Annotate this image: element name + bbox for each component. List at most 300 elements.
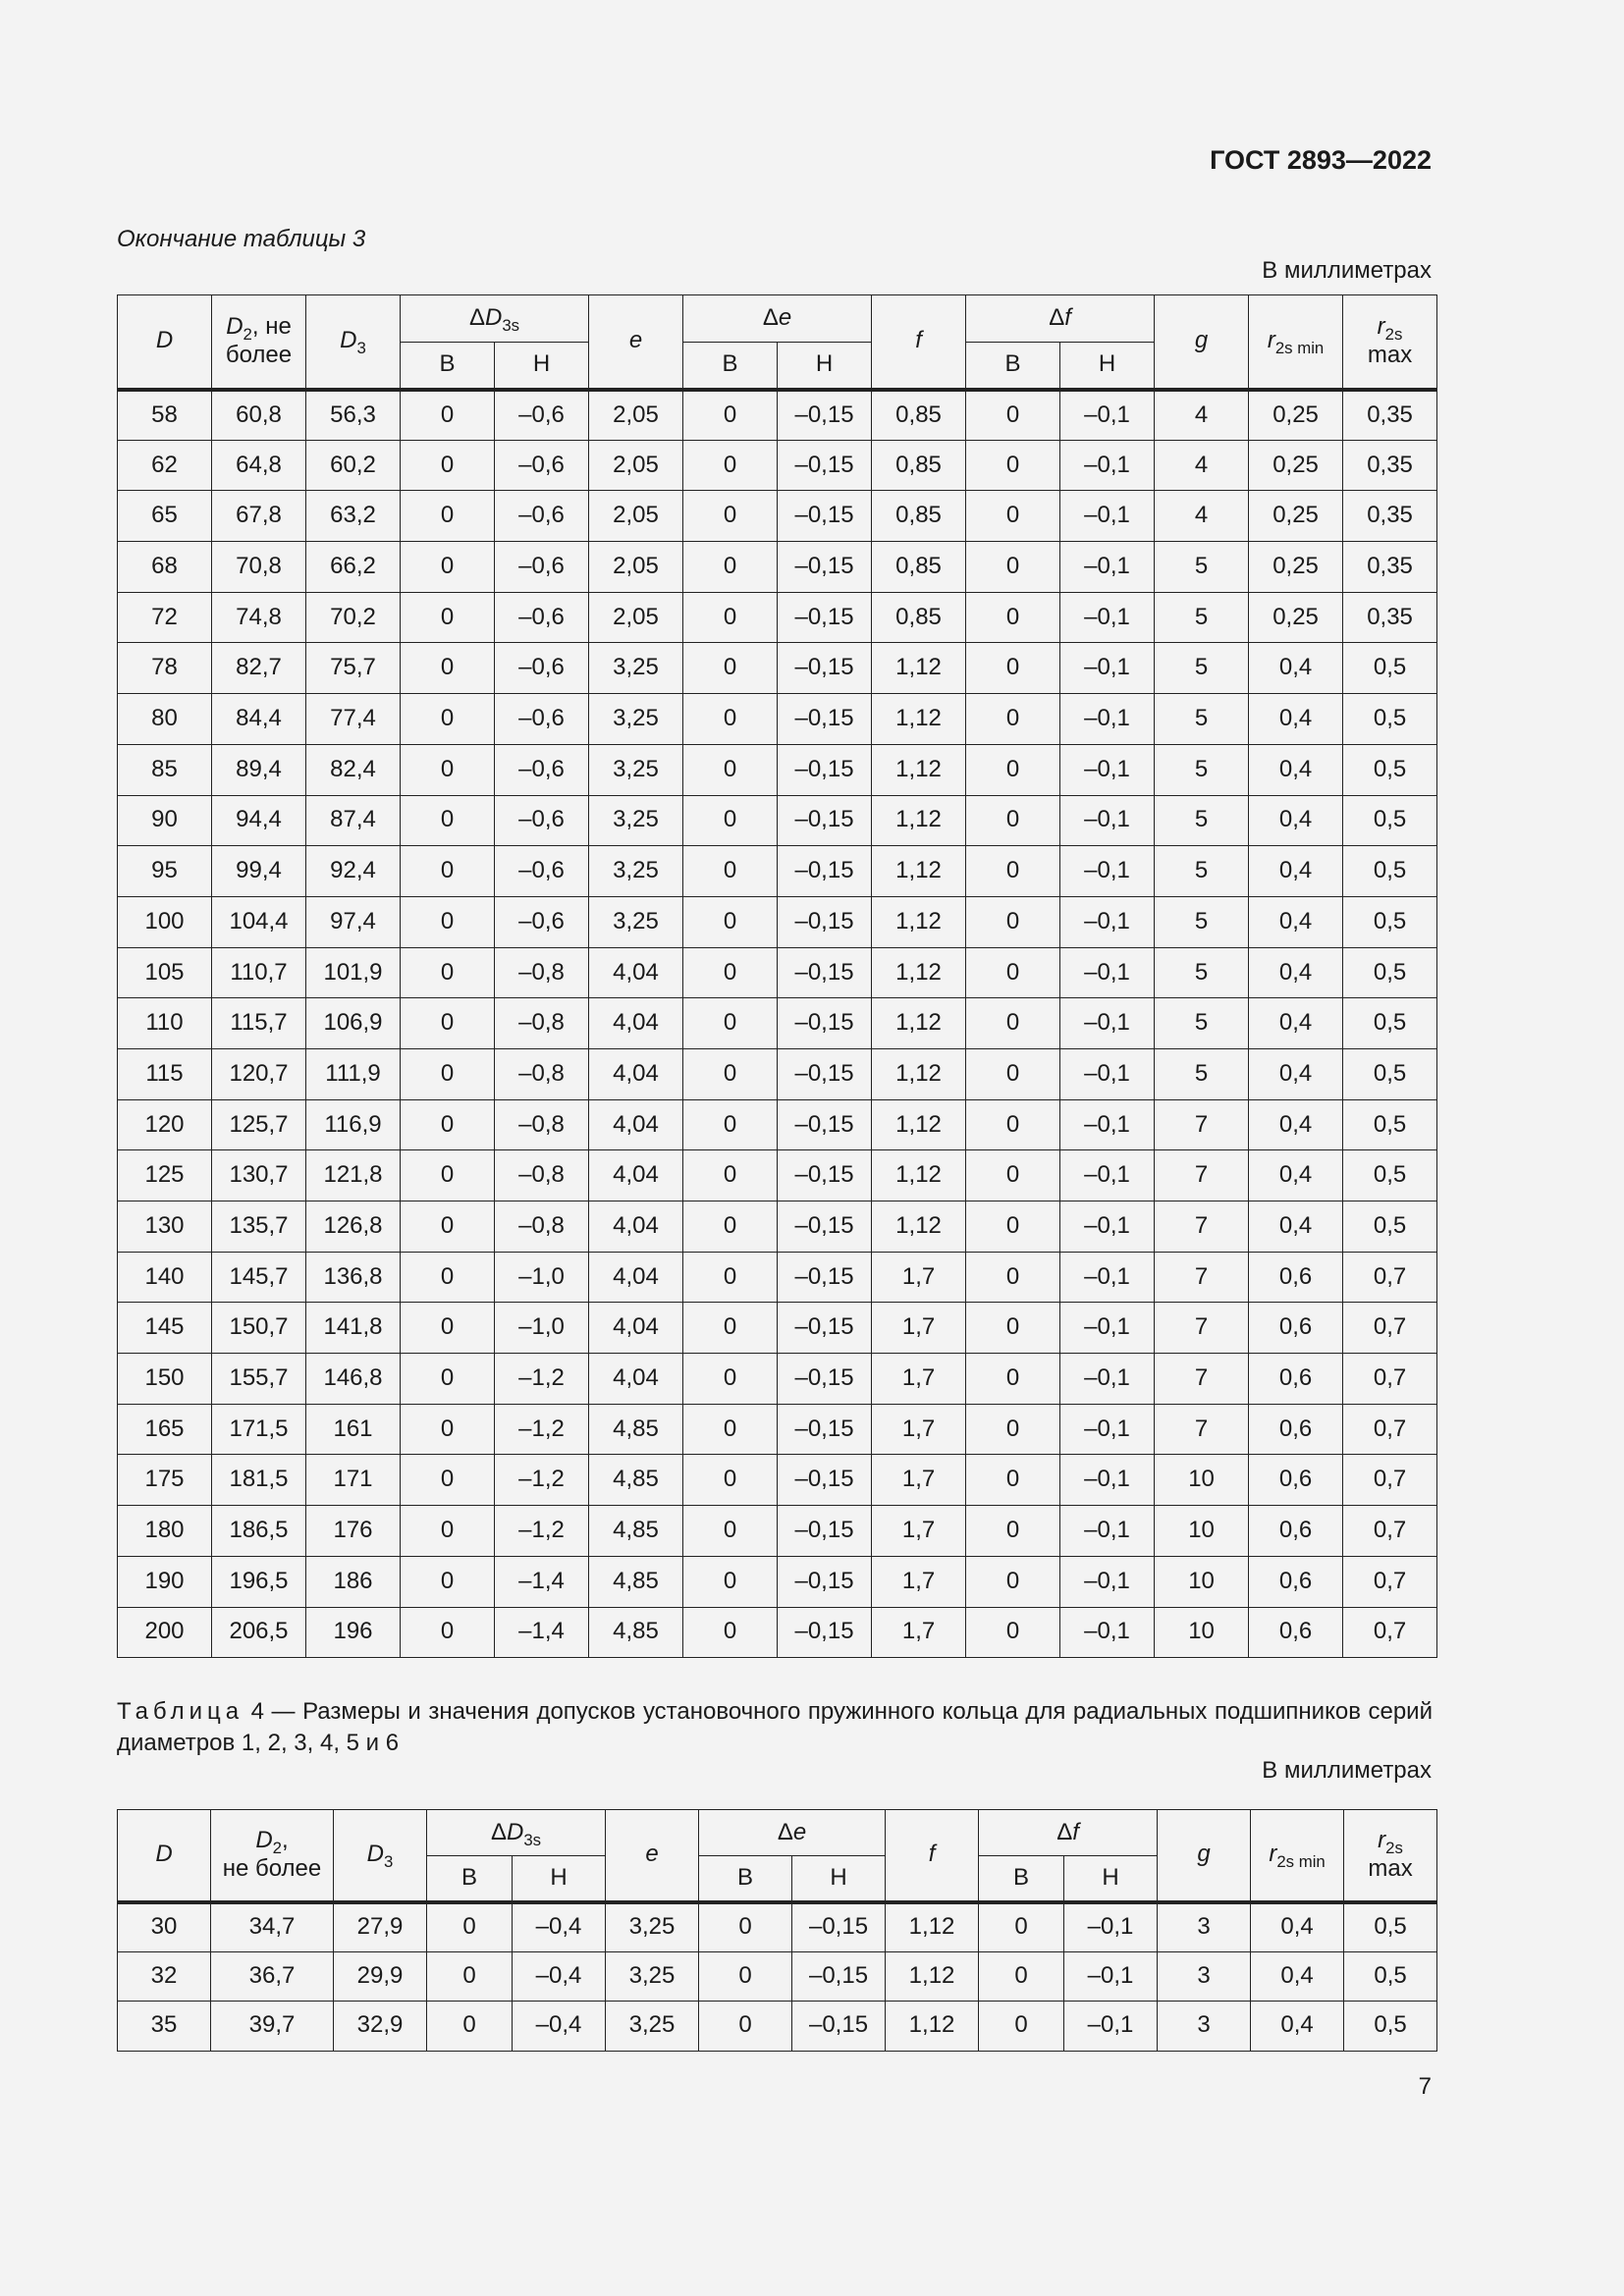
table-cell: –0,15 (778, 947, 872, 998)
table-cell: 0 (683, 1099, 778, 1150)
table-cell: 32,9 (334, 2002, 427, 2052)
table-cell: 0,5 (1343, 795, 1437, 846)
table-cell: –0,1 (1060, 592, 1155, 643)
table-cell: 130 (118, 1201, 212, 1253)
col-header-f: f (872, 295, 966, 390)
table-row (118, 1455, 1437, 1506)
table-row (118, 1099, 1437, 1150)
table-cell: 0 (966, 1556, 1060, 1607)
table-cell: 190 (118, 1556, 212, 1607)
table-cell: 136,8 (306, 1252, 401, 1303)
table-cell: 4 (1155, 390, 1249, 441)
table-row (118, 1303, 1437, 1354)
table-cell: –0,1 (1060, 1150, 1155, 1201)
table-row (118, 491, 1437, 542)
table-cell: 2,05 (589, 440, 683, 491)
table-cell: 0,7 (1343, 1354, 1437, 1405)
table-cell: –0,1 (1060, 1201, 1155, 1253)
table-cell: –0,6 (495, 694, 589, 745)
table-cell: 4,85 (589, 1455, 683, 1506)
table-cell: 0,4 (1249, 998, 1343, 1049)
table-cell: 0 (966, 998, 1060, 1049)
table-cell: 7 (1155, 1150, 1249, 1201)
subheader-lower: Н (778, 343, 872, 390)
col-header-D3: $D_3$ (334, 1810, 427, 1902)
table-cell: 0,6 (1249, 1556, 1343, 1607)
table-cell: 1,12 (872, 846, 966, 897)
table-row (118, 1607, 1437, 1658)
table-row (118, 1404, 1437, 1455)
table-cell: 115 (118, 1048, 212, 1099)
table-cell: –0,1 (1060, 947, 1155, 998)
table-cell: 0,6 (1249, 1252, 1343, 1303)
subheader-lower: Н (792, 1856, 886, 1902)
table-cell: –0,1 (1060, 1404, 1155, 1455)
table-cell: 5 (1155, 846, 1249, 897)
table-cell: 0,4 (1251, 1951, 1344, 2002)
table-cell: 0 (683, 947, 778, 998)
table-cell: –0,6 (495, 440, 589, 491)
table-cell: 0 (966, 694, 1060, 745)
table-cell: 116,9 (306, 1099, 401, 1150)
table-cell: 175 (118, 1455, 212, 1506)
table-cell: 3,25 (589, 795, 683, 846)
table-cell: –0,15 (778, 1201, 872, 1253)
table-cell: 0 (401, 1556, 495, 1607)
table-cell: –0,1 (1064, 2002, 1158, 2052)
subheader-upper: В (979, 1856, 1064, 1902)
table-cell: 0,7 (1343, 1404, 1437, 1455)
table-cell: –0,8 (495, 1201, 589, 1253)
table-cell: 4,85 (589, 1556, 683, 1607)
table-cell: 5 (1155, 896, 1249, 947)
table-cell: 4,04 (589, 1048, 683, 1099)
table-cell: 3,25 (589, 694, 683, 745)
table-cell: –0,1 (1060, 1354, 1155, 1405)
table-cell: –0,15 (778, 1252, 872, 1303)
table-cell: –0,15 (778, 1556, 872, 1607)
table-cell: –0,6 (495, 896, 589, 947)
table-cell: 0,4 (1249, 947, 1343, 998)
table-row (118, 744, 1437, 795)
table-row (118, 846, 1437, 897)
table-cell: 0,4 (1249, 896, 1343, 947)
table-cell: 0,85 (872, 440, 966, 491)
table-cell: 58 (118, 390, 212, 441)
table-cell: 2,05 (589, 592, 683, 643)
table-cell: 0,4 (1249, 795, 1343, 846)
table-cell: 27,9 (334, 1902, 427, 1952)
table-cell: 0 (683, 795, 778, 846)
subheader-upper: В (427, 1856, 513, 1902)
table-cell: –0,1 (1060, 744, 1155, 795)
table-cell: 0 (683, 896, 778, 947)
table-cell: 63,2 (306, 491, 401, 542)
table-cell: 82,7 (212, 643, 306, 694)
table-cell: 171,5 (212, 1404, 306, 1455)
table-cell: 29,9 (334, 1951, 427, 2002)
table-cell: 0 (683, 643, 778, 694)
table-cell: 3,25 (589, 896, 683, 947)
table-cell: 186 (306, 1556, 401, 1607)
col-header-D2: $D_2$, не более (212, 295, 306, 390)
table-cell: 0,5 (1343, 846, 1437, 897)
table-cell: 0,7 (1343, 1607, 1437, 1658)
table-cell: 60,8 (212, 390, 306, 441)
table-cell: 100 (118, 896, 212, 947)
table-cell: 0,5 (1344, 1902, 1437, 1952)
table-cell: 0 (699, 1902, 792, 1952)
table-cell: 2,05 (589, 491, 683, 542)
col-header-D: D (118, 295, 212, 390)
table-cell: –0,15 (792, 1902, 886, 1952)
table-cell: 0,7 (1343, 1303, 1437, 1354)
table-cell: –0,15 (778, 1607, 872, 1658)
table-cell: –0,6 (495, 744, 589, 795)
table-cell: –0,6 (495, 643, 589, 694)
table-cell: 0 (401, 643, 495, 694)
table-cell: –0,4 (513, 1951, 606, 2002)
table-cell: 75,7 (306, 643, 401, 694)
table-cell: –0,6 (495, 592, 589, 643)
table-cell: 1,12 (872, 998, 966, 1049)
col-header-D2: $D_2$, не более (211, 1810, 334, 1902)
table-cell: 4,85 (589, 1506, 683, 1557)
table-cell: 180 (118, 1506, 212, 1557)
table-row (118, 896, 1437, 947)
table-cell: 0 (683, 592, 778, 643)
table-cell: 115,7 (212, 998, 306, 1049)
table-cell: –1,4 (495, 1607, 589, 1658)
table-cell: –0,1 (1060, 896, 1155, 947)
table-cell: 0,35 (1343, 390, 1437, 441)
table-cell: 0 (966, 592, 1060, 643)
table-cell: 0 (966, 491, 1060, 542)
table-cell: 0 (966, 1099, 1060, 1150)
table-cell: 3 (1158, 1951, 1251, 2002)
table-cell: 120 (118, 1099, 212, 1150)
table-cell: –0,8 (495, 998, 589, 1049)
table-cell: 72 (118, 592, 212, 643)
table-cell: 1,7 (872, 1607, 966, 1658)
table-cell: 0 (966, 896, 1060, 947)
table-cell: 0 (966, 795, 1060, 846)
table-cell: –0,15 (792, 1951, 886, 2002)
table-cell: 90 (118, 795, 212, 846)
table-cell: 0 (683, 1556, 778, 1607)
table-cell: –0,1 (1060, 440, 1155, 491)
table-cell: 7 (1155, 1201, 1249, 1253)
table-cell: –0,1 (1060, 1048, 1155, 1099)
table-cell: –0,1 (1064, 1902, 1158, 1952)
table-cell: 5 (1155, 795, 1249, 846)
table-cell: 4,04 (589, 998, 683, 1049)
table-cell: 0,35 (1343, 491, 1437, 542)
col-header-f: f (886, 1810, 979, 1902)
col-header-delta-D3s: $\Delta D_{3s}$ (427, 1810, 606, 1856)
table-cell: –0,15 (778, 744, 872, 795)
table-cell: 4,04 (589, 1201, 683, 1253)
table-row (118, 947, 1437, 998)
table-cell: 0,7 (1343, 1506, 1437, 1557)
table-cell: 0 (683, 440, 778, 491)
table-cell: –0,1 (1060, 1455, 1155, 1506)
table-cell: 104,4 (212, 896, 306, 947)
table-cell: 0 (683, 998, 778, 1049)
table-cell: 0,6 (1249, 1506, 1343, 1557)
table-cell: 0,5 (1343, 896, 1437, 947)
table3-continuation-title: Окончание таблицы 3 (117, 226, 366, 252)
table-cell: 0 (699, 2002, 792, 2052)
table-cell: 5 (1155, 643, 1249, 694)
table-cell: –1,2 (495, 1506, 589, 1557)
table-cell: 0 (966, 440, 1060, 491)
table-cell: 0 (401, 896, 495, 947)
table-cell: 0 (966, 1404, 1060, 1455)
table-cell: 82,4 (306, 744, 401, 795)
table-cell: 0,5 (1343, 1201, 1437, 1253)
col-header-r2s-min: $r_{2s min}$ (1249, 295, 1343, 390)
table-cell: 39,7 (211, 2002, 334, 2052)
table-cell: 0 (683, 1150, 778, 1201)
table-cell: 3,25 (589, 846, 683, 897)
table-cell: 85 (118, 744, 212, 795)
table-cell: 0 (401, 1404, 495, 1455)
table-cell: 0 (966, 1354, 1060, 1405)
table-cell: 121,8 (306, 1150, 401, 1201)
table-cell: 4,85 (589, 1404, 683, 1455)
table-cell: 1,12 (872, 947, 966, 998)
table-cell: 0 (401, 744, 495, 795)
table-cell: 1,7 (872, 1354, 966, 1405)
table-cell: 0,5 (1343, 694, 1437, 745)
subheader-upper: В (966, 343, 1060, 390)
table-cell: 1,12 (872, 643, 966, 694)
table-cell: 150 (118, 1354, 212, 1405)
table-cell: 3,25 (606, 1902, 699, 1952)
table-cell: 0,85 (872, 592, 966, 643)
table-cell: 0 (966, 1607, 1060, 1658)
table-cell: –0,15 (778, 390, 872, 441)
table-cell: –1,2 (495, 1354, 589, 1405)
table-cell: 1,12 (886, 1951, 979, 2002)
table-cell: –0,8 (495, 947, 589, 998)
table-cell: 56,3 (306, 390, 401, 441)
table-cell: 110 (118, 998, 212, 1049)
col-header-r2s-max: $r_{2s}$ max (1344, 1810, 1437, 1902)
table-cell: 5 (1155, 947, 1249, 998)
table-cell: 1,7 (872, 1252, 966, 1303)
table-cell: 0 (683, 1201, 778, 1253)
table-row (118, 1150, 1437, 1201)
table-cell: 155,7 (212, 1354, 306, 1405)
table-cell: 0 (683, 390, 778, 441)
table-cell: 0 (401, 1607, 495, 1658)
table-cell: –0,1 (1060, 491, 1155, 542)
table-cell: 2,05 (589, 542, 683, 593)
table-cell: 2,05 (589, 390, 683, 441)
table-cell: 66,2 (306, 542, 401, 593)
table-cell: 34,7 (211, 1902, 334, 1952)
subheader-upper: В (683, 343, 778, 390)
table-cell: 60,2 (306, 440, 401, 491)
col-header-r2s-max: $r_{2s}$ max (1343, 295, 1437, 390)
table-cell: 0 (979, 1951, 1064, 2002)
table-cell: 3,25 (589, 643, 683, 694)
table-cell: 0,4 (1251, 1902, 1344, 1952)
table-cell: 0,25 (1249, 491, 1343, 542)
table-cell: 4,85 (589, 1607, 683, 1658)
table-cell: 10 (1155, 1607, 1249, 1658)
table-row (118, 795, 1437, 846)
table-cell: 65 (118, 491, 212, 542)
col-header-delta-e: Δe (699, 1810, 886, 1856)
table-cell: 4 (1155, 491, 1249, 542)
table-row (118, 643, 1437, 694)
table-cell: –0,15 (778, 1150, 872, 1201)
table-cell: –0,15 (792, 2002, 886, 2052)
table-cell: –0,15 (778, 1354, 872, 1405)
table-cell: 32 (118, 1951, 211, 2002)
table-cell: 0 (966, 1455, 1060, 1506)
table-cell: –1,0 (495, 1252, 589, 1303)
table-cell: 7 (1155, 1354, 1249, 1405)
table-cell: 7 (1155, 1303, 1249, 1354)
table-cell: 1,12 (886, 1902, 979, 1952)
table-cell: 0 (683, 1455, 778, 1506)
table-cell: 1,7 (872, 1556, 966, 1607)
table-cell: 5 (1155, 998, 1249, 1049)
table-cell: 84,4 (212, 694, 306, 745)
subheader-lower: Н (495, 343, 589, 390)
table-cell: –1,0 (495, 1303, 589, 1354)
col-header-e: e (606, 1810, 699, 1902)
table-cell: 0,25 (1249, 542, 1343, 593)
table-row (118, 1252, 1437, 1303)
table-cell: 10 (1155, 1455, 1249, 1506)
table-cell: 0 (683, 1354, 778, 1405)
table-cell: –0,1 (1060, 846, 1155, 897)
table-cell: –0,1 (1060, 1303, 1155, 1354)
table-cell: –0,1 (1060, 1556, 1155, 1607)
table-row (118, 1951, 1437, 2002)
table-cell: –0,15 (778, 694, 872, 745)
table-cell: –1,2 (495, 1404, 589, 1455)
table-cell: 3 (1158, 2002, 1251, 2052)
table-cell: 94,4 (212, 795, 306, 846)
table-cell: 0 (401, 542, 495, 593)
table-cell: 176 (306, 1506, 401, 1557)
table-cell: 0 (401, 1506, 495, 1557)
table-cell: 4,04 (589, 1252, 683, 1303)
table-cell: 0 (427, 2002, 513, 2052)
table-cell: 1,7 (872, 1404, 966, 1455)
table-cell: –0,15 (778, 1048, 872, 1099)
table-cell: –0,15 (778, 1099, 872, 1150)
table4 (117, 1809, 1437, 2052)
table-cell: 110,7 (212, 947, 306, 998)
subheader-lower: Н (1060, 343, 1155, 390)
table-cell: 165 (118, 1404, 212, 1455)
table-cell: 0 (966, 542, 1060, 593)
col-header-delta-e: Δe (683, 295, 872, 343)
col-header-delta-D3s: $\Delta D_{3s}$ (401, 295, 589, 343)
table-cell: 4 (1155, 440, 1249, 491)
table-cell: 4,04 (589, 947, 683, 998)
table-cell: 1,12 (872, 1201, 966, 1253)
table-cell: 0 (966, 1048, 1060, 1099)
table-cell: –0,15 (778, 592, 872, 643)
table-cell: 0,4 (1251, 2002, 1344, 2052)
table-cell: 1,12 (872, 744, 966, 795)
table-cell: 0,5 (1344, 2002, 1437, 2052)
table-cell: 0 (401, 440, 495, 491)
table-cell: 0,6 (1249, 1354, 1343, 1405)
table-cell: –0,1 (1060, 542, 1155, 593)
subheader-lower: Н (513, 1856, 606, 1902)
page-number: 7 (1418, 2073, 1432, 2100)
table-cell: 106,9 (306, 998, 401, 1049)
table-cell: 181,5 (212, 1455, 306, 1506)
table-cell: 0,5 (1343, 1150, 1437, 1201)
table-cell: 101,9 (306, 947, 401, 998)
table-cell: 68 (118, 542, 212, 593)
table-cell: 77,4 (306, 694, 401, 745)
col-header-D: D (118, 1810, 211, 1902)
table3 (117, 294, 1437, 1658)
table-cell: 0,6 (1249, 1455, 1343, 1506)
col-header-D3: $D_3$ (306, 295, 401, 390)
table-cell: 87,4 (306, 795, 401, 846)
table-cell: 64,8 (212, 440, 306, 491)
table-cell: –0,6 (495, 491, 589, 542)
table-cell: 126,8 (306, 1201, 401, 1253)
table-cell: –0,15 (778, 440, 872, 491)
table-cell: –0,1 (1060, 998, 1155, 1049)
table-cell: –0,15 (778, 846, 872, 897)
table-row (118, 1902, 1437, 1952)
table-cell: 95 (118, 846, 212, 897)
table-cell: 0,6 (1249, 1404, 1343, 1455)
table-cell: 186,5 (212, 1506, 306, 1557)
table-cell: 0 (401, 998, 495, 1049)
table-row (118, 998, 1437, 1049)
table3-units: В миллиметрах (1262, 257, 1432, 284)
table-cell: –0,8 (495, 1150, 589, 1201)
table-row (118, 1556, 1437, 1607)
table-cell: 111,9 (306, 1048, 401, 1099)
table-cell: 92,4 (306, 846, 401, 897)
table-cell: 0,4 (1249, 1201, 1343, 1253)
table-cell: 0 (966, 1201, 1060, 1253)
table-cell: –0,1 (1060, 795, 1155, 846)
table-row (118, 390, 1437, 441)
table-cell: 1,12 (872, 896, 966, 947)
table-cell: 3 (1158, 1902, 1251, 1952)
table-cell: 0,5 (1343, 998, 1437, 1049)
table-cell: –0,15 (778, 896, 872, 947)
subheader-upper: В (699, 1856, 792, 1902)
table-cell: 171 (306, 1455, 401, 1506)
table-cell: 120,7 (212, 1048, 306, 1099)
table-cell: 0 (966, 643, 1060, 694)
table-cell: 5 (1155, 1048, 1249, 1099)
table-cell: 0 (401, 390, 495, 441)
table-cell: 1,12 (872, 1099, 966, 1150)
table-row (118, 2002, 1437, 2052)
table-cell: 1,7 (872, 1455, 966, 1506)
table-cell: 125,7 (212, 1099, 306, 1150)
